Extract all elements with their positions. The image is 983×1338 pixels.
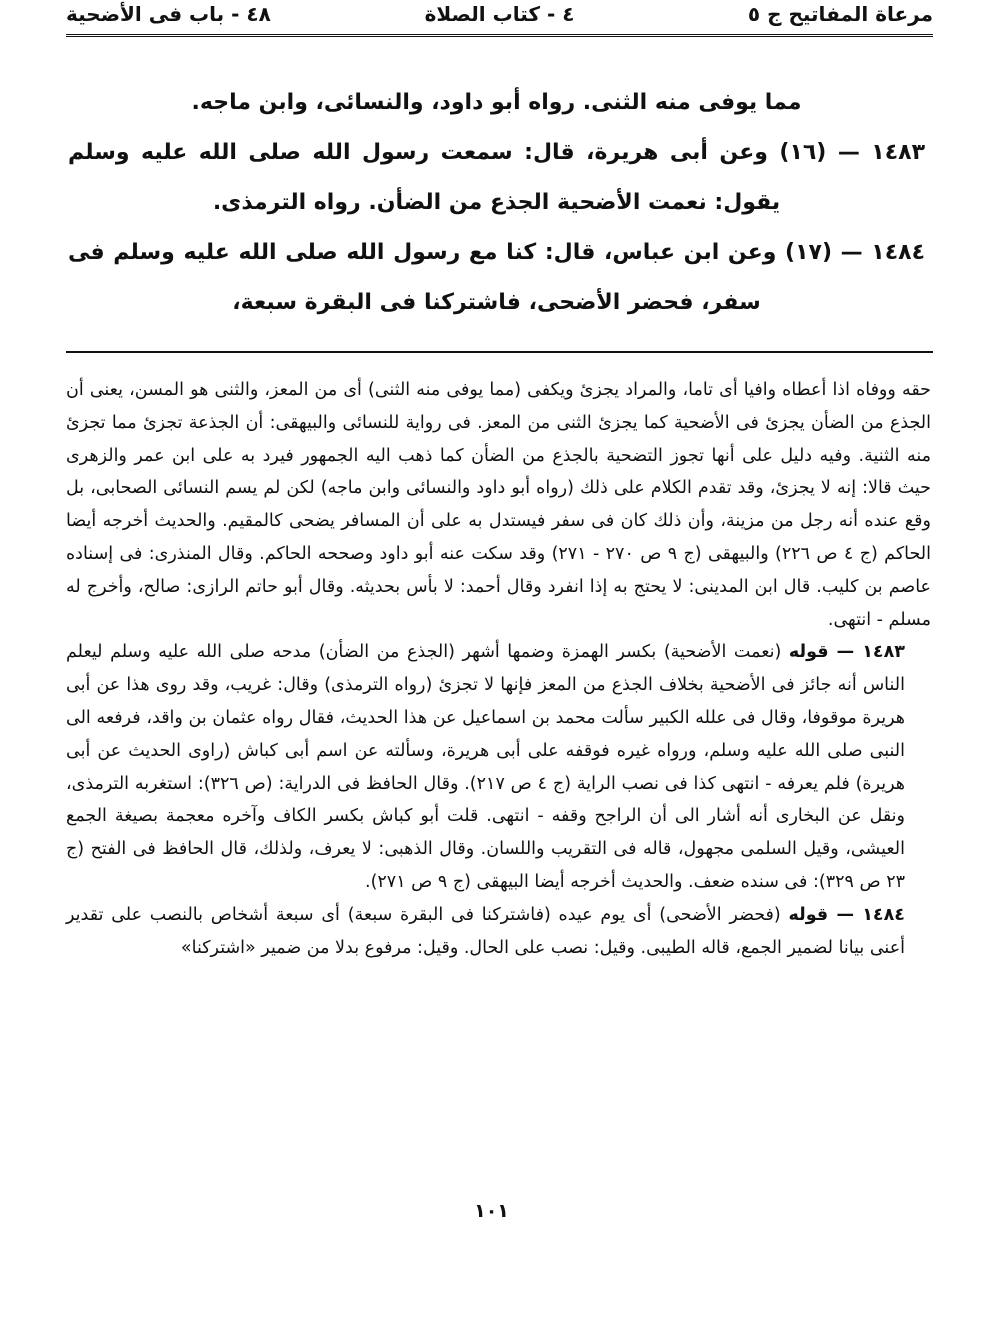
qawl-1483-label: ١٤٨٣ — قوله (788, 642, 905, 663)
text-commentary-divider (66, 351, 933, 353)
page-number: ١٠١ (474, 1200, 509, 1222)
commentary (66, 374, 931, 964)
hadith-1484: ١٤٨٤ — (١٧) وعن ابن عباس، قال: كنا مع رسول الله صلى الله عليه وسلم فى سفر، فحضر الأضحى، فاشتركنا فى البقرة سبعة، (68, 240, 925, 315)
commentary-paragraph (66, 636, 931, 898)
hadith-continuation: مما يوفى منه الثنى. رواه أبو داود، والنسائى، وابن ماجه. (191, 90, 802, 115)
running-header (66, 2, 933, 30)
header-chapter: ٤٨ - باب فى الأضحية (66, 2, 271, 26)
qawl-1484-label: ١٤٨٤ — قوله (788, 904, 905, 925)
commentary-paragraph: حقه ووفاه اذا أعطاه وافيا أى تاما، والمراد يجزئ ويكفى (مما يوفى منه الثنى) أى من المعز، والثنى هو المسن، يعنى أن الجذع من الضأن يجزئ فى الأضحية كما يجزئ الثنى من المعز. فى رواية للنسائى والبيهقى: أن الجذعة تجزئ مما تجزئ منه الثنية. وفيه دليل على أنها تجوز التضحية بالجذع من الضأن كما ذهب اليه الجمهور فيرد به على ابن عمر والزهرى حيث قالا: إنه لا يجزئ، وقد تقدم الكلام على ذلك (رواه أبو داود والنسائى وابن ماجه) لكن لم يسم النسائى الصحابى، بل وقع عنده أنه رجل من مزينة، وأن ذلك كان فى سفر فيستدل به على أن المسافر يضحى كالمقيم. والحديث أخرجه أيضا الحاكم (ج ٤ ص ٢٢٦) والبيهقى (ج ٩ ص ٢٧٠ - ٢٧١) وقد سكت عنه أبو داود وصححه الحاكم. وقال المنذرى: فى إسناده عاصم بن كليب. قال ابن المدينى: لا يحتج به إذا انفرد وقال أحمد: لا بأس بحديثه. وقال أبو حاتم الرازى: صالح، وأخرج له مسلم - انتهى. (66, 380, 931, 630)
hadith-text (68, 78, 925, 328)
header-book-section: ٤ - كتاب الصلاة (424, 2, 575, 26)
header-book-title: مرعاة المفاتيح ج ٥ (747, 2, 933, 26)
commentary-paragraph (66, 899, 931, 965)
header-divider (66, 34, 933, 37)
commentary-1484-text: (فحضر الأضحى) أى يوم عيده (فاشتركنا فى البقرة سبعة) أى سبعة أشخاص بالنصب على تقدير أعنى بيانا لضمير الجمع، قاله الطيبى. وقيل: نصب على الحال. وقيل: مرفوع بدلا من ضمير «اشتركنا» (66, 904, 905, 958)
commentary-1483-text: (نعمت الأضحية) بكسر الهمزة وضمها أشهر (الجذع من الضأن) مدحه صلى الله عليه وسلم ليعلم الناس أنه جائز فى الأضحية بخلاف الجذع من المعز فإنها لا تجزئ (رواه الترمذى) وقال: غريب، وقد روى هذا عن أبى هريرة موقوفا، وقال فى علله الكبير سألت محمد بن اسماعيل عن هذا الحديث، فقال رواه عثمان بن واقد، فرفعه الى النبى صلى الله عليه وسلم، ورواه غيره فوقفه على أبى هريرة، وسألته عن اسم أبى كباش (راوى الحديث عن أبى هريرة) فلم يعرفه - انتهى كذا فى نصب الراية (ج ٤ ص ٢١٧). وقال الحافظ فى الدراية: (ص ٣٢٦): استغربه الترمذى، ونقل عن البخارى أنه أشار الى أن الراجح وقفه - انتهى. قلت أبو كباش بكسر الكاف وآخره معجمة بصيغة الجمع العيشى، وقيل السلمى مجهول، قاله فى التقريب واللسان. وقال الذهبى: لا يعرف، ولذلك، قال الحافظ فى الفتح (ج ٢٣ ص ٣٢٩): فى سنده ضعف. والحديث أخرجه أيضا البيهقى (ج ٩ ص ٢٧١). (66, 642, 905, 892)
hadith-1483: ١٤٨٣ — (١٦) وعن أبى هريرة، قال: سمعت رسول الله صلى الله عليه وسلم يقول: نعمت الأضحية الجذع من الضأن. رواه الترمذى. (68, 140, 926, 215)
